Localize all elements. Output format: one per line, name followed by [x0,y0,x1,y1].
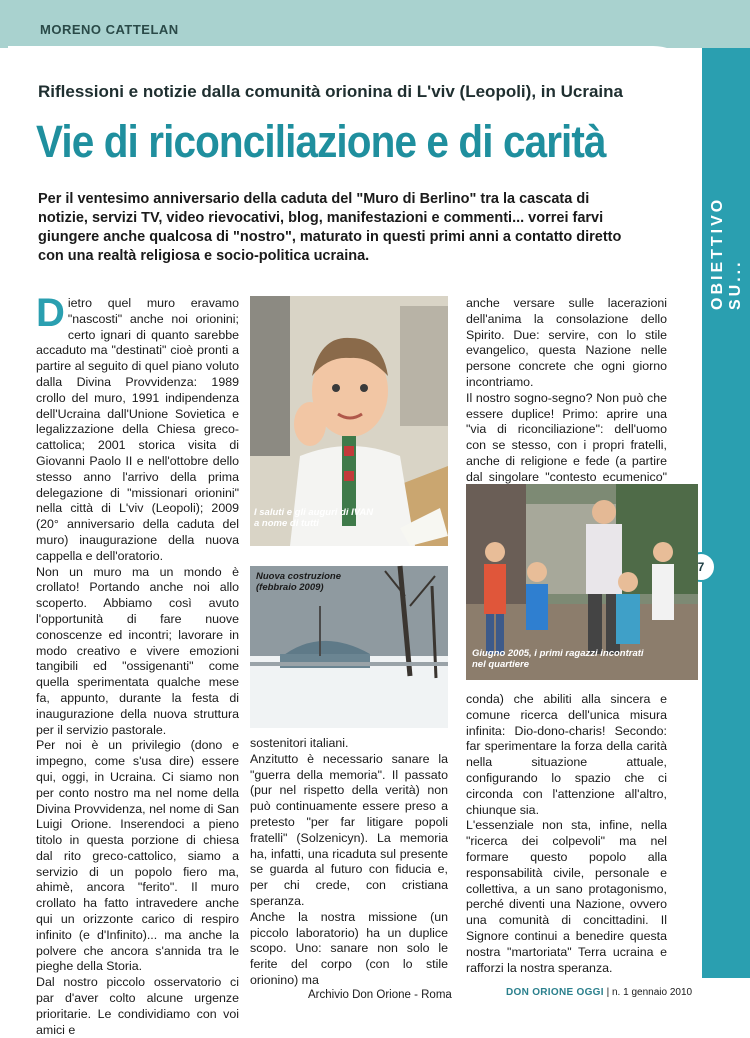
paragraph: Non un muro ma un mondo è crollato! Portando anche noi allo scoperto. Abbiamo così avuto l'opportunità di fare nuove conoscenze ed incontri; lavorare in modo creativo e vivere emozioni tangibili ed "ossigenanti" come quella sperimentata qualche mese fa, appunto, durante la festa di inaugurazione della nuova struttura per il servizio pastorale. [36,564,239,737]
paragraph: Dal nostro piccolo osservatorio ci par d'aver colto alcune urgenze prioritarie. Le condividiamo con voi amici e [36,975,239,1037]
page-number: 7 [686,552,716,582]
article-subtitle: Riflessioni e notizie dalla comunità orionina di L'viv (Leopoli), in Ucraina [38,82,623,101]
paragraph: conda) che abiliti alla sincera e comune ricerca dell'unica misura infinita: Dio-dono-charis! Secondo: far sperimentare la forza della carità nella situazione attuale, configurando lo spazio che ci circonda con l'attenzione all'altro, chiunque sia. [466,692,667,817]
magazine-footer: DON ORIONE OGGI | n. 1 gennaio 2010 [506,987,693,998]
photo-caption: Giugno 2005, i primi ragazzi incontrati nel quartiere [472,648,644,670]
paragraph: Per noi è un privilegio (dono e impegno, come s'usa dire) essere qui, oggi, in Ucraina. Ci siamo non per conto nostro ma nel nome della Divina Provvidenza, nel nome di San Luigi Orione. Inserendoci a pieno titolo in questa porzione di chiesa dal rito greco-cattolico, siamo a servizio di un popolo fiero ma, ahimè, ancora "ferito". Il muro crollato ha fatto intravedere anche qui un orizzonte carico di respiro infinito (e d'Infinito)... ma anche la polvere che ancora s'annida tra le pieghe della Storia. [36,738,239,974]
article-title: Vie di riconciliazione e di carità [36,116,606,167]
article-lead: Per il ventesimo anniversario della caduta del "Muro di Berlino" tra la cascata di notizie, servizi TV, video rievocativi, blog, manifestazioni e commenti... vorrei farvi giungere anche qualcosa di "nostro", maturato in questi primi anni a contatto diretto con una realtà religiosa e socio-politica ucraina. [38,191,622,264]
paragraph: sostenitori italiani. [250,736,349,750]
drop-cap: D [36,291,65,335]
text-column-2 [250,736,448,987]
paragraph: anche versare sulle lacerazioni dell'anima la consolazione dello Spirito. Due: servire, con lo stile evangelico, questa Nazione nelle persone concrete che ogni giorno incontriamo. [466,296,667,389]
text-column-3-bottom [466,692,667,975]
paragraph: Anzitutto è necessario sanare la "guerra della memoria". Il passato (pur nel rispetto della verità) non può continuamente essere preso a pretesto "per far litigare popoli fratelli" (Solzenicyn). La memoria ha, infatti, una ricaduta sul presente se guarda al futuro con fiducia e, per chi crede, con cristiana speranza. [250,751,448,908]
photo-caption: I saluti e gli auguri di IVAN a nome di tutti [254,507,374,529]
paragraph: Anche la nostra missione (un piccolo laboratorio) ha un duplice scopo. Uno: sanare non solo le ferite del corpo (con lo stile orionino) ma [250,909,448,987]
paragraph: ietro quel muro eravamo "nascosti" anche noi orionini; certo ignari di quanto sarebbe accaduto ma "destinati" cioè pronti a partire al seguito di quel piano voluto dalla Divina Provvidenza: 1989 crollo del muro, 1991 indipendenza dell'Ucraina dall'Unione Sovietica e legalizzazione della Chiesa greco-cattolica; 2001 storica visita di Giovanni Paolo II e nell'ottobre dello stesso anno l'arrivo della prima delegazione di "missionari orionini" nella città di L'viv (Leopoli); 2009 (20° anniversario della caduta del muro) inaugurazione della nuova cappella e dell'oratorio. [36,296,239,563]
photo-caption: Nuova costruzione (febbraio 2009) [256,571,341,593]
text-column-3-top [466,296,667,484]
magazine-name: DON ORIONE OGGI [506,987,604,998]
archive-credit: Archivio Don Orione - Roma [308,989,452,1001]
paragraph: Il nostro sogno-segno? Non può che essere duplice! Primo: aprire una "via di riconciliazione": dell'uomo con se stesso, con i propri fratelli, anche di religione e fede (a partire dal singolare "contesto ecumenico" [466,390,667,484]
section-label: OBIETTIVO SU... [709,196,744,310]
author-name: MORENO CATTELAN [40,22,179,37]
magazine-issue: n. 1 gennaio 2010 [612,987,693,998]
paragraph: L'essenziale non sta, infine, nella "ricerca dei colpevoli" ma nel formare questo popolo alla responsabilità civile, personale e collettiva, a un sano protagonismo, perché diventi una Nazione, ovvero una comunità di concittadini. Il Signore continui a benedire questa nostra "martoriata" Terra ucraina e rafforzi la nostra speranza. [466,818,667,975]
text-column-1 [36,291,239,1037]
